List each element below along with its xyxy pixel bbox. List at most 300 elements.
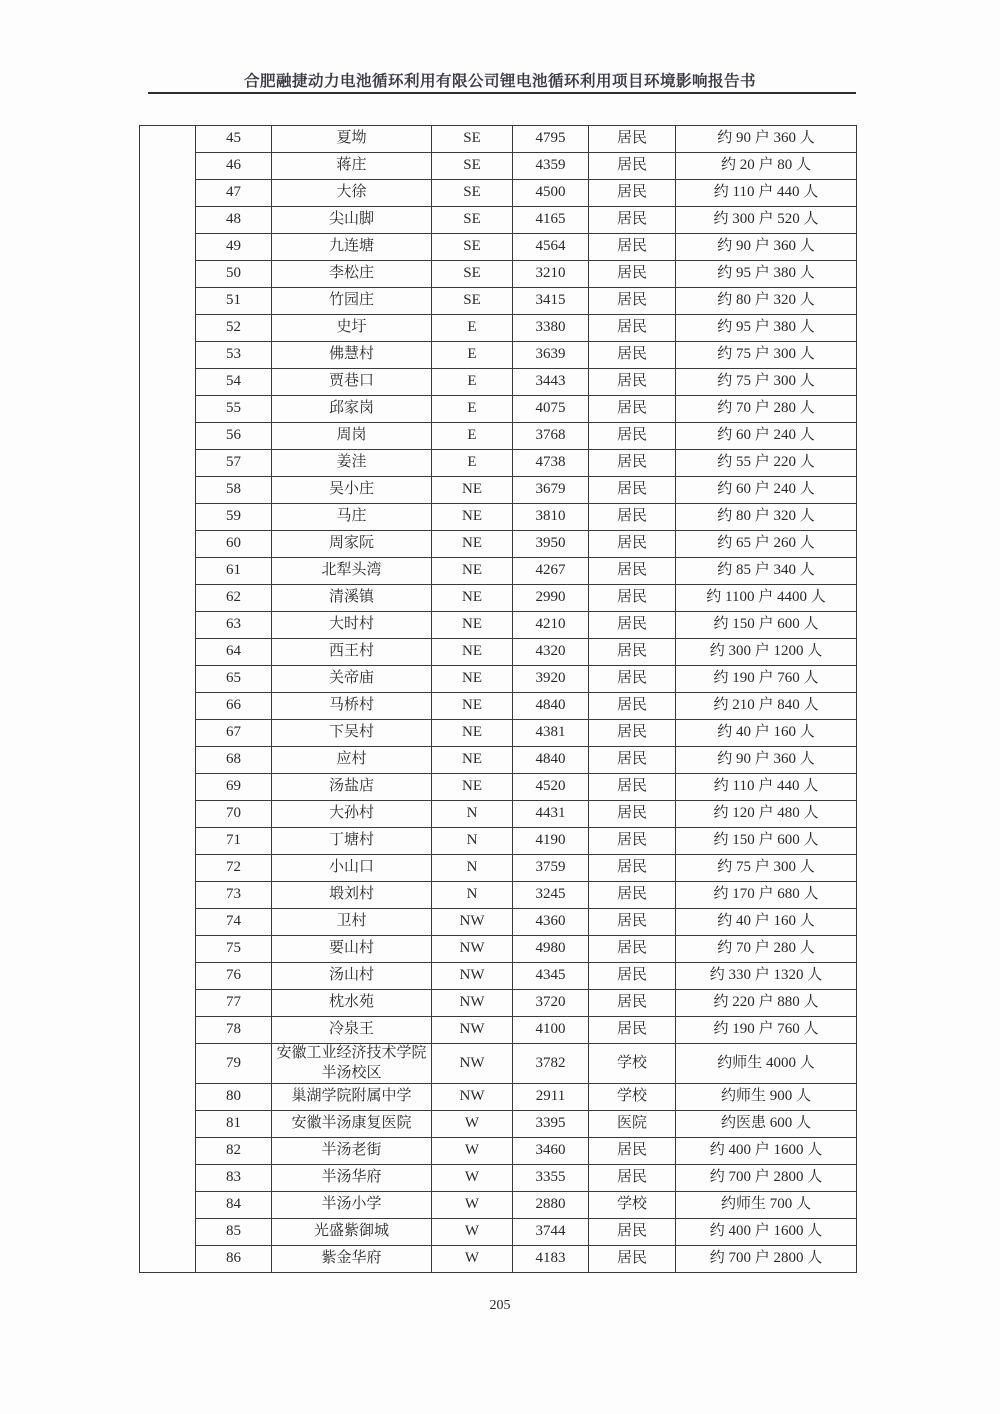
- cell-population: 约 220 户 880 人: [676, 990, 857, 1017]
- cell-distance: 4190: [513, 828, 589, 855]
- cell-name: 应村: [272, 747, 432, 774]
- cell-type: 居民: [589, 153, 676, 180]
- table-row: [140, 1138, 857, 1165]
- cell-distance: 3744: [513, 1219, 589, 1246]
- cell-distance: 4431: [513, 801, 589, 828]
- cell-row-number: 74: [196, 909, 272, 936]
- table-row: [140, 639, 857, 666]
- cell-type: 居民: [589, 585, 676, 612]
- cell-direction: NE: [432, 747, 513, 774]
- cell-type: 居民: [589, 882, 676, 909]
- cell-type: 医院: [589, 1111, 676, 1138]
- table-row: [140, 1044, 857, 1084]
- cell-distance: 3443: [513, 369, 589, 396]
- cell-name: 邱家岗: [272, 396, 432, 423]
- cell-population: 约 90 户 360 人: [676, 234, 857, 261]
- cell-name: 冷泉王: [272, 1017, 432, 1044]
- table-row: [140, 936, 857, 963]
- cell-row-number: 71: [196, 828, 272, 855]
- cell-direction: NE: [432, 558, 513, 585]
- cell-direction: NW: [432, 1044, 513, 1084]
- cell-name: 卫村: [272, 909, 432, 936]
- table-row: [140, 207, 857, 234]
- cell-direction: E: [432, 450, 513, 477]
- cell-row-number: 77: [196, 990, 272, 1017]
- cell-population: 约 1100 户 4400 人: [676, 585, 857, 612]
- table-row: [140, 720, 857, 747]
- table-row: [140, 234, 857, 261]
- cell-direction: SE: [432, 261, 513, 288]
- cell-name: 紫金华府: [272, 1246, 432, 1273]
- cell-row-number: 76: [196, 963, 272, 990]
- cell-name: 关帝庙: [272, 666, 432, 693]
- cell-distance: 3415: [513, 288, 589, 315]
- cell-distance: 3768: [513, 423, 589, 450]
- table-row: [140, 1192, 857, 1219]
- cell-population: 约 110 户 440 人: [676, 774, 857, 801]
- cell-row-number: 52: [196, 315, 272, 342]
- cell-population: 约 700 户 2800 人: [676, 1246, 857, 1273]
- cell-distance: 4359: [513, 153, 589, 180]
- cell-name: 汤盐店: [272, 774, 432, 801]
- cell-population: 约 40 户 160 人: [676, 909, 857, 936]
- cell-distance: 4381: [513, 720, 589, 747]
- cell-name: 姜洼: [272, 450, 432, 477]
- cell-name: 安徽半汤康复医院: [272, 1111, 432, 1138]
- cell-population: 约 190 户 760 人: [676, 1017, 857, 1044]
- cell-row-number: 48: [196, 207, 272, 234]
- cell-population: 约 110 户 440 人: [676, 180, 857, 207]
- cell-direction: NE: [432, 612, 513, 639]
- cell-distance: 3355: [513, 1165, 589, 1192]
- cell-distance: 4500: [513, 180, 589, 207]
- cell-row-number: 82: [196, 1138, 272, 1165]
- cell-population: 约 80 户 320 人: [676, 504, 857, 531]
- cell-population: 约 40 户 160 人: [676, 720, 857, 747]
- cell-population: 约 20 户 80 人: [676, 153, 857, 180]
- cell-name: 丁塘村: [272, 828, 432, 855]
- cell-type: 居民: [589, 558, 676, 585]
- cell-direction: SE: [432, 288, 513, 315]
- cell-population: 约 60 户 240 人: [676, 423, 857, 450]
- table-row: [140, 585, 857, 612]
- cell-distance: 3679: [513, 477, 589, 504]
- cell-type: 居民: [589, 234, 676, 261]
- cell-population: 约 90 户 360 人: [676, 747, 857, 774]
- cell-name: 史圩: [272, 315, 432, 342]
- cell-type: 居民: [589, 207, 676, 234]
- cell-name: 西王村: [272, 639, 432, 666]
- cell-type: 居民: [589, 639, 676, 666]
- cell-name: 汤山村: [272, 963, 432, 990]
- cell-type: 居民: [589, 774, 676, 801]
- cell-row-number: 66: [196, 693, 272, 720]
- cell-direction: NW: [432, 909, 513, 936]
- cell-name: 夏坳: [272, 126, 432, 153]
- cell-name: 塅刘村: [272, 882, 432, 909]
- cell-type: 居民: [589, 1246, 676, 1273]
- cell-name: 半汤小学: [272, 1192, 432, 1219]
- cell-type: 居民: [589, 477, 676, 504]
- cell-direction: W: [432, 1219, 513, 1246]
- cell-type: 居民: [589, 1165, 676, 1192]
- cell-name: 周家阮: [272, 531, 432, 558]
- table-row: [140, 342, 857, 369]
- cell-direction: SE: [432, 180, 513, 207]
- cell-row-number: 58: [196, 477, 272, 504]
- cell-name: 清溪镇: [272, 585, 432, 612]
- cell-type: 居民: [589, 801, 676, 828]
- cell-type: 学校: [589, 1192, 676, 1219]
- cell-row-number: 51: [196, 288, 272, 315]
- table-row: [140, 1084, 857, 1111]
- table-row: [140, 126, 857, 153]
- table-row: [140, 828, 857, 855]
- cell-distance: 4320: [513, 639, 589, 666]
- cell-name: 李松庄: [272, 261, 432, 288]
- cell-distance: 4840: [513, 747, 589, 774]
- cell-row-number: 73: [196, 882, 272, 909]
- cell-name: 北犁头湾: [272, 558, 432, 585]
- table-row: [140, 315, 857, 342]
- cell-population: 约 85 户 340 人: [676, 558, 857, 585]
- table-row: [140, 450, 857, 477]
- cell-population: 约师生 900 人: [676, 1084, 857, 1111]
- cell-name: 小山口: [272, 855, 432, 882]
- left-span-cell: [140, 126, 196, 1273]
- table-row: [140, 1246, 857, 1273]
- cell-type: 学校: [589, 1084, 676, 1111]
- cell-distance: 4210: [513, 612, 589, 639]
- cell-row-number: 81: [196, 1111, 272, 1138]
- table-row: [140, 990, 857, 1017]
- cell-row-number: 64: [196, 639, 272, 666]
- cell-type: 居民: [589, 1017, 676, 1044]
- cell-type: 居民: [589, 1138, 676, 1165]
- cell-name: 半汤华府: [272, 1165, 432, 1192]
- cell-population: 约 60 户 240 人: [676, 477, 857, 504]
- cell-type: 居民: [589, 828, 676, 855]
- cell-distance: 4840: [513, 693, 589, 720]
- cell-distance: 4980: [513, 936, 589, 963]
- cell-direction: E: [432, 396, 513, 423]
- cell-distance: 4520: [513, 774, 589, 801]
- cell-row-number: 68: [196, 747, 272, 774]
- cell-row-number: 60: [196, 531, 272, 558]
- cell-name: 贾巷口: [272, 369, 432, 396]
- cell-distance: 4564: [513, 234, 589, 261]
- cell-row-number: 61: [196, 558, 272, 585]
- cell-type: 居民: [589, 612, 676, 639]
- cell-name: 大徐: [272, 180, 432, 207]
- table-row: [140, 180, 857, 207]
- cell-population: 约 75 户 300 人: [676, 855, 857, 882]
- cell-direction: E: [432, 342, 513, 369]
- cell-direction: NW: [432, 963, 513, 990]
- cell-population: 约 120 户 480 人: [676, 801, 857, 828]
- cell-direction: NE: [432, 504, 513, 531]
- cell-population: 约 75 户 300 人: [676, 342, 857, 369]
- cell-distance: 3395: [513, 1111, 589, 1138]
- cell-population: 约 95 户 380 人: [676, 315, 857, 342]
- cell-direction: NW: [432, 936, 513, 963]
- cell-distance: 4267: [513, 558, 589, 585]
- cell-direction: NE: [432, 585, 513, 612]
- cell-direction: W: [432, 1165, 513, 1192]
- cell-name: 尖山脚: [272, 207, 432, 234]
- cell-population: 约 65 户 260 人: [676, 531, 857, 558]
- table-row: [140, 369, 857, 396]
- cell-type: 居民: [589, 288, 676, 315]
- cell-name: 安徽工业经济技术学院半汤校区: [272, 1044, 432, 1084]
- cell-type: 居民: [589, 963, 676, 990]
- table-row: [140, 1017, 857, 1044]
- cell-direction: SE: [432, 153, 513, 180]
- cell-name: 九连塘: [272, 234, 432, 261]
- cell-population: 约 210 户 840 人: [676, 693, 857, 720]
- cell-row-number: 70: [196, 801, 272, 828]
- table-row: [140, 747, 857, 774]
- table-row: [140, 423, 857, 450]
- cell-distance: 2880: [513, 1192, 589, 1219]
- cell-distance: 3639: [513, 342, 589, 369]
- cell-row-number: 83: [196, 1165, 272, 1192]
- cell-row-number: 86: [196, 1246, 272, 1273]
- cell-direction: SE: [432, 126, 513, 153]
- cell-type: 居民: [589, 180, 676, 207]
- table-row: [140, 612, 857, 639]
- table-row: [140, 909, 857, 936]
- cell-population: 约 300 户 520 人: [676, 207, 857, 234]
- cell-row-number: 59: [196, 504, 272, 531]
- cell-population: 约师生 4000 人: [676, 1044, 857, 1084]
- cell-direction: W: [432, 1138, 513, 1165]
- table-row: [140, 774, 857, 801]
- cell-distance: 3920: [513, 666, 589, 693]
- cell-direction: E: [432, 369, 513, 396]
- table-row: [140, 963, 857, 990]
- cell-distance: 4360: [513, 909, 589, 936]
- cell-row-number: 75: [196, 936, 272, 963]
- table-row: [140, 531, 857, 558]
- cell-row-number: 78: [196, 1017, 272, 1044]
- cell-type: 居民: [589, 504, 676, 531]
- cell-distance: 3950: [513, 531, 589, 558]
- cell-row-number: 67: [196, 720, 272, 747]
- cell-population: 约 330 户 1320 人: [676, 963, 857, 990]
- cell-row-number: 84: [196, 1192, 272, 1219]
- cell-distance: 2990: [513, 585, 589, 612]
- cell-row-number: 62: [196, 585, 272, 612]
- cell-type: 学校: [589, 1044, 676, 1084]
- cell-direction: NW: [432, 1084, 513, 1111]
- cell-type: 居民: [589, 261, 676, 288]
- cell-population: 约 70 户 280 人: [676, 396, 857, 423]
- cell-distance: 3210: [513, 261, 589, 288]
- cell-row-number: 55: [196, 396, 272, 423]
- cell-direction: N: [432, 855, 513, 882]
- cell-name: 半汤老街: [272, 1138, 432, 1165]
- table-row: [140, 153, 857, 180]
- cell-name: 光盛紫御城: [272, 1219, 432, 1246]
- cell-type: 居民: [589, 693, 676, 720]
- cell-distance: 3759: [513, 855, 589, 882]
- cell-direction: N: [432, 801, 513, 828]
- cell-distance: 4165: [513, 207, 589, 234]
- cell-direction: NE: [432, 693, 513, 720]
- header-rule: [148, 92, 856, 94]
- cell-direction: NE: [432, 774, 513, 801]
- cell-population: 约医患 600 人: [676, 1111, 857, 1138]
- cell-name: 马桥村: [272, 693, 432, 720]
- cell-name: 佛慧村: [272, 342, 432, 369]
- cell-name: 巢湖学院附属中学: [272, 1084, 432, 1111]
- cell-distance: 4738: [513, 450, 589, 477]
- cell-row-number: 79: [196, 1044, 272, 1084]
- cell-type: 居民: [589, 990, 676, 1017]
- cell-row-number: 45: [196, 126, 272, 153]
- table-row: [140, 855, 857, 882]
- cell-distance: 3782: [513, 1044, 589, 1084]
- cell-population: 约 150 户 600 人: [676, 612, 857, 639]
- cell-row-number: 65: [196, 666, 272, 693]
- cell-type: 居民: [589, 369, 676, 396]
- cell-row-number: 85: [196, 1219, 272, 1246]
- cell-population: 约 80 户 320 人: [676, 288, 857, 315]
- cell-row-number: 53: [196, 342, 272, 369]
- cell-distance: 4795: [513, 126, 589, 153]
- cell-population: 约师生 700 人: [676, 1192, 857, 1219]
- cell-distance: 4100: [513, 1017, 589, 1044]
- cell-distance: 3380: [513, 315, 589, 342]
- cell-distance: 2911: [513, 1084, 589, 1111]
- cell-population: 约 95 户 380 人: [676, 261, 857, 288]
- cell-name: 大孙村: [272, 801, 432, 828]
- table-row: [140, 882, 857, 909]
- cell-direction: N: [432, 882, 513, 909]
- cell-direction: E: [432, 423, 513, 450]
- cell-distance: 4183: [513, 1246, 589, 1273]
- cell-type: 居民: [589, 747, 676, 774]
- cell-population: 约 90 户 360 人: [676, 126, 857, 153]
- cell-distance: 3810: [513, 504, 589, 531]
- cell-row-number: 72: [196, 855, 272, 882]
- cell-direction: E: [432, 315, 513, 342]
- cell-type: 居民: [589, 531, 676, 558]
- cell-type: 居民: [589, 855, 676, 882]
- cell-type: 居民: [589, 423, 676, 450]
- cell-name: 下吴村: [272, 720, 432, 747]
- cell-name: 要山村: [272, 936, 432, 963]
- cell-name: 枕水苑: [272, 990, 432, 1017]
- cell-row-number: 57: [196, 450, 272, 477]
- cell-row-number: 50: [196, 261, 272, 288]
- cell-type: 居民: [589, 450, 676, 477]
- cell-population: 约 55 户 220 人: [676, 450, 857, 477]
- cell-name: 吴小庄: [272, 477, 432, 504]
- cell-population: 约 400 户 1600 人: [676, 1138, 857, 1165]
- page-header-title: 合肥融捷动力电池循环利用有限公司锂电池循环利用项目环境影响报告书: [243, 73, 756, 90]
- page-number: 205: [489, 1298, 511, 1313]
- cell-population: 约 700 户 2800 人: [676, 1165, 857, 1192]
- cell-row-number: 69: [196, 774, 272, 801]
- table-row: [140, 1219, 857, 1246]
- cell-type: 居民: [589, 666, 676, 693]
- cell-distance: 4075: [513, 396, 589, 423]
- cell-distance: 3460: [513, 1138, 589, 1165]
- cell-distance: 3245: [513, 882, 589, 909]
- cell-type: 居民: [589, 315, 676, 342]
- cell-distance: 4345: [513, 963, 589, 990]
- cell-type: 居民: [589, 720, 676, 747]
- cell-row-number: 47: [196, 180, 272, 207]
- cell-row-number: 54: [196, 369, 272, 396]
- cell-population: 约 300 户 1200 人: [676, 639, 857, 666]
- cell-direction: NE: [432, 531, 513, 558]
- cell-type: 居民: [589, 909, 676, 936]
- cell-population: 约 170 户 680 人: [676, 882, 857, 909]
- cell-direction: NE: [432, 477, 513, 504]
- cell-population: 约 190 户 760 人: [676, 666, 857, 693]
- cell-name: 周岗: [272, 423, 432, 450]
- cell-row-number: 56: [196, 423, 272, 450]
- cell-distance: 3720: [513, 990, 589, 1017]
- cell-type: 居民: [589, 342, 676, 369]
- cell-direction: W: [432, 1246, 513, 1273]
- table-row: [140, 504, 857, 531]
- table-row: [140, 288, 857, 315]
- cell-type: 居民: [589, 126, 676, 153]
- table-body: [140, 126, 857, 1273]
- cell-direction: NW: [432, 990, 513, 1017]
- cell-direction: N: [432, 828, 513, 855]
- table-row: [140, 801, 857, 828]
- sensitive-targets-table: [139, 125, 857, 1273]
- cell-row-number: 46: [196, 153, 272, 180]
- cell-name: 蒋庄: [272, 153, 432, 180]
- cell-direction: NW: [432, 1017, 513, 1044]
- table-row: [140, 396, 857, 423]
- cell-population: 约 150 户 600 人: [676, 828, 857, 855]
- table-row: [140, 1111, 857, 1138]
- table-row: [140, 261, 857, 288]
- cell-direction: SE: [432, 207, 513, 234]
- cell-row-number: 49: [196, 234, 272, 261]
- cell-name: 竹园庄: [272, 288, 432, 315]
- table-row: [140, 1165, 857, 1192]
- table-row: [140, 558, 857, 585]
- cell-direction: NE: [432, 666, 513, 693]
- cell-row-number: 80: [196, 1084, 272, 1111]
- cell-population: 约 400 户 1600 人: [676, 1219, 857, 1246]
- cell-direction: W: [432, 1192, 513, 1219]
- table-row: [140, 666, 857, 693]
- cell-name: 马庄: [272, 504, 432, 531]
- cell-row-number: 63: [196, 612, 272, 639]
- table-row: [140, 693, 857, 720]
- cell-name: 大时村: [272, 612, 432, 639]
- cell-direction: NE: [432, 639, 513, 666]
- cell-type: 居民: [589, 396, 676, 423]
- cell-population: 约 75 户 300 人: [676, 369, 857, 396]
- cell-type: 居民: [589, 936, 676, 963]
- cell-population: 约 70 户 280 人: [676, 936, 857, 963]
- cell-direction: NE: [432, 720, 513, 747]
- cell-type: 居民: [589, 1219, 676, 1246]
- cell-direction: SE: [432, 234, 513, 261]
- cell-direction: W: [432, 1111, 513, 1138]
- table-row: [140, 477, 857, 504]
